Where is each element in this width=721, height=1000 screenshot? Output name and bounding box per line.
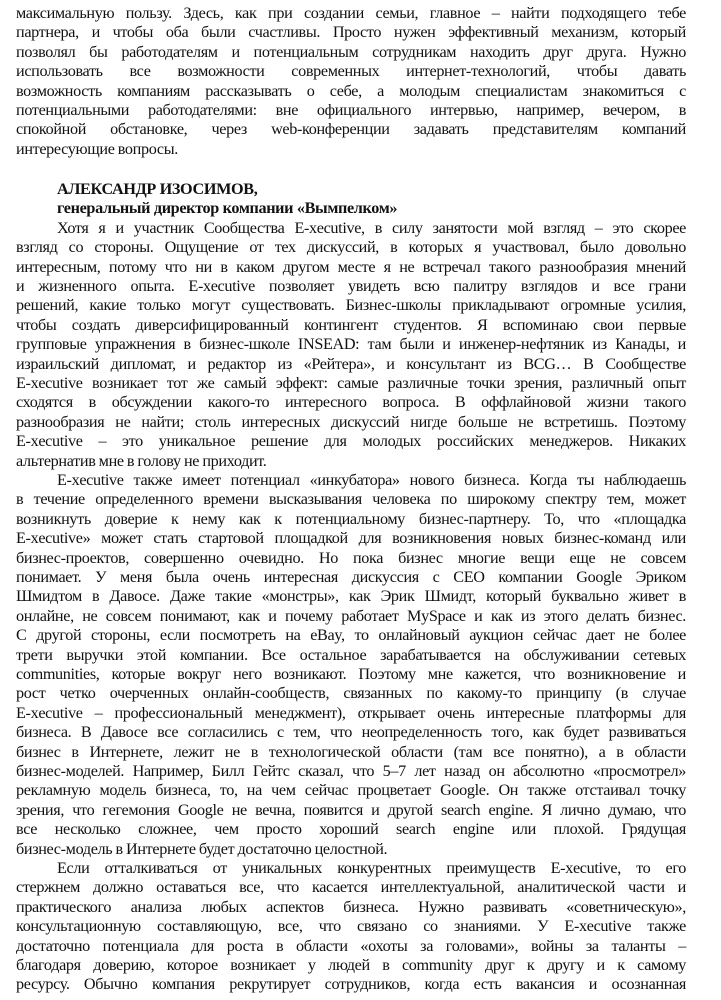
text-line: взгляд со стороны. Ощущение от тех дискуссий, в которых я участвовал, было довольно — [16, 238, 686, 257]
text-line: в течение определенного времени высказывания человека по широкому спектру тем, может — [16, 490, 686, 509]
text-line: бизнес-проектов, совершенно очевидно. Но пока бизнес многие вещи еще не совсем — [16, 548, 686, 567]
text-line: возникнуть доверие к нему как к потенциальному бизнес-партнеру. То, что «площадка — [16, 509, 686, 528]
text-line: стержнем должно оставаться все, что касается интеллектуальной, аналитической части и — [16, 878, 686, 897]
text-line: сходятся в обсуждении какого-то интересного вопроса. В оффлайновой жизни такого — [16, 393, 686, 412]
text-line: Если отталкиваться от уникальных конкурентных преимуществ E-xecutive, то его — [57, 859, 686, 877]
text-line: E-xecutive также имеет потенциал «инкубатора» нового бизнеса. Когда ты наблюдаешь — [57, 471, 686, 489]
text-line: позволял бы работодателям и потенциальным сотрудникам находить друг друга. Нужно — [16, 42, 686, 61]
text-line: зрения, что гегемония Google не вечна, появится и другой search engine. Я лично думаю, что — [16, 800, 686, 819]
text-line: E-xecutive – это уникальное решение для молодых российских менеджеров. Никаких — [16, 432, 686, 451]
text-line: благодаря доверию, которое возникает у людей в community друг к другу и к самому — [16, 956, 686, 974]
text-line: Хотя я и участник Сообщества E-xecutive, в силу занятости мой взгляд – это скорее — [57, 218, 686, 237]
text-line: альтернатив мне в голову не приходит. — [16, 451, 267, 470]
text-line: E-xecutive – профессиональный менеджмент), открывает очень интересные платформы для — [16, 703, 686, 722]
text-line: ресурсу. Обычно компания рекрутирует сотрудников, когда есть вакансия и осознанная — [16, 975, 686, 994]
text-line: спокойной обстановке, через web-конференции задавать представителям компаний — [16, 120, 686, 139]
speaker-title: генеральный директор компании «Вымпелком» — [57, 199, 398, 218]
text-line: E-xecutive» может стать стартовой площадкой для возникновения новых бизнес-команд или — [16, 529, 686, 548]
text-line: возможность компаниям рассказывать о себе, а молодым специалистам знакомиться с — [16, 81, 686, 100]
text-line: communities, которые вокруг него возникают. Поэтому мне кажется, что возникновение и — [16, 665, 686, 683]
text-line: С другой стороны, если посмотреть на eBay, то онлайновый аукцион сейчас дает не более — [16, 626, 686, 645]
speaker-name: АЛЕКСАНДР ИЗОСИМОВ, — [57, 180, 258, 198]
text-line: чтобы создать диверсифицированный контингент студентов. Я вспоминаю свои первые — [16, 315, 686, 334]
text-line: бизнес-модель в Интернете будет достаточно целостной. — [16, 839, 388, 858]
text-line: бизнес в Интернете, лежит не в технологической области (там все понятно), а в области — [16, 742, 686, 761]
text-line: бизнес-моделей. Например, Билл Гейтс сказал, что 5–7 лет назад он абсолютно «просмотрел» — [16, 762, 686, 780]
text-line: интересующие вопросы. — [16, 139, 178, 158]
text-line: E-xecutive возникает тот же самый эффект: самые различные точки зрения, различный опыт — [16, 374, 686, 392]
text-line: все несколько сложнее, чем просто хороший search engine или плохой. Грядущая — [16, 820, 686, 839]
text-line: консультационную составляющую, все, что связано со знаниями. У E-xecutive также — [16, 917, 686, 936]
text-line: практического анализа любых аспектов бизнеса. Нужно развивать «советническую», — [16, 897, 686, 916]
text-line: и жизненного опыта. E-xecutive позволяет увидеть всю палитру взглядов и все грани — [16, 277, 686, 295]
text-line: понимает. У меня была очень интересная дискуссия с CEO компании Google Эриком — [16, 568, 686, 586]
text-line: групповые упражнения в бизнес-школе INSEAD: там были и инженер-нефтяник из Канады, и — [16, 335, 686, 354]
text-line: израильский дипломат, и редактор из «Рейтера», и консультант из BCG… В Сообществе — [16, 354, 686, 373]
text-line: бизнеса. В Давосе все согласились с тем, что неопределенность того, как будет развиваться — [16, 723, 686, 742]
text-line: трети выручки этой компании. Все остальное зарабатывается на обслуживании сетевых — [16, 645, 686, 664]
text-line: разнообразия не найти; столь интересных дискуссий нигде больше не встретишь. Поэтому — [16, 412, 686, 431]
text-line: использовать все возможности современных интернет-технологий, чтобы давать — [16, 62, 686, 81]
text-line: максимальную пользу. Здесь, как при создании семьи, главное – найти подходящего тебе — [16, 4, 686, 22]
text-line: решений, какие только могут существовать. Бизнес-школы прикладывают огромные усилия, — [16, 296, 686, 315]
text-line: потенциальными работодателями: вне официального интервью, например, вечером, в — [16, 101, 686, 119]
text-line: рост четко очерченных онлайн-сообществ, связанных по какому-то принципу (в случае — [16, 684, 686, 703]
text-line: партнера, и чтобы оба были счастливы. Просто нужен эффективный механизм, который — [16, 23, 686, 42]
text-line: онлайне, не совсем понимают, как и почему работает MySpace и как из этого делать бизнес. — [16, 606, 686, 625]
text-line: рекламную модель бизнеса, то, на чем сейчас процветает Google. Он также отстаивал точку — [16, 781, 686, 800]
text-line: Шмидтом в Давосе. Даже такие «монстры», как Эрик Шмидт, который буквально живет в — [16, 587, 686, 606]
text-line: достаточно потенциала для роста в области «охоты за головами», войны за таланты – — [16, 936, 686, 955]
text-line: интересным, потому что ни в каком другом месте я не встречал такого разнообразия мнений — [16, 257, 686, 276]
